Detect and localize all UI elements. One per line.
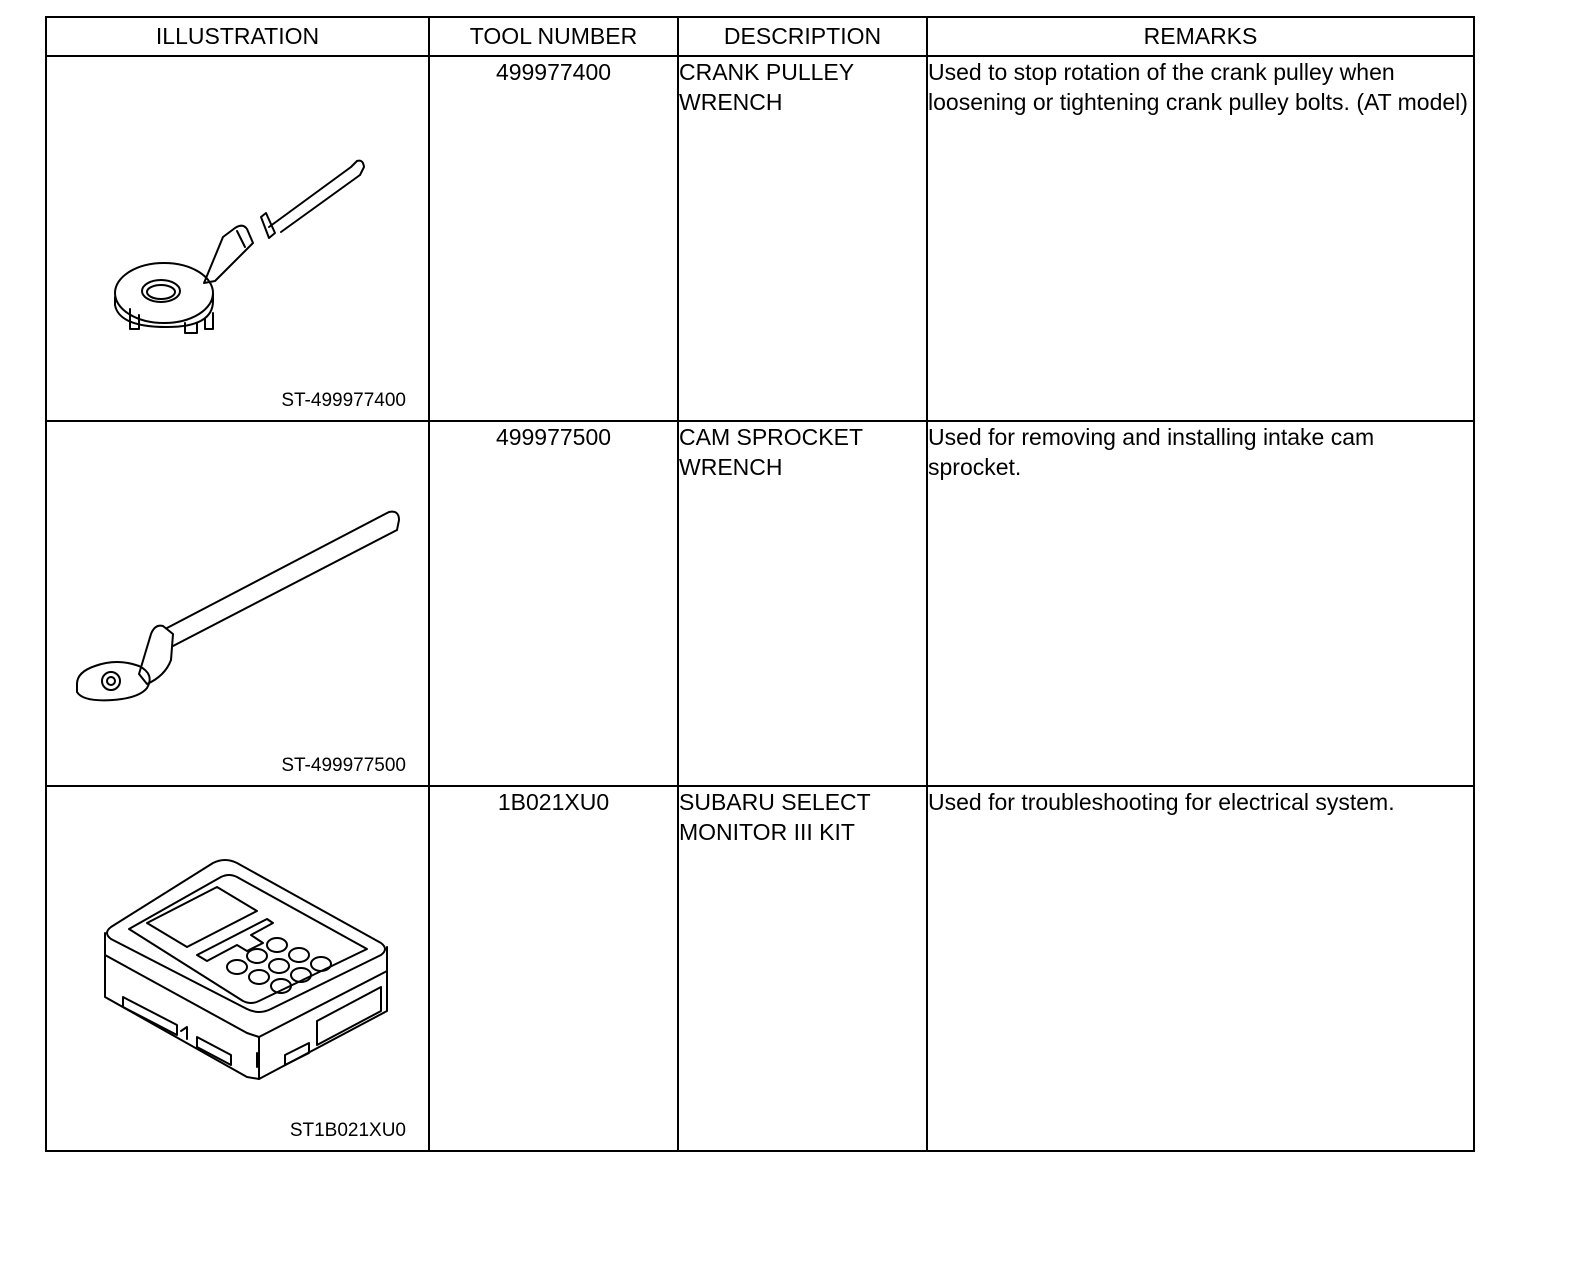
remarks-cell: Used to stop rotation of the crank pulley when loosening or tightening crank pulley bolts. (AT model) <box>927 56 1474 421</box>
select-monitor-kit-icon <box>47 787 428 1150</box>
illustration-cell <box>46 56 429 421</box>
illustration-code: ST-499977400 <box>281 390 406 411</box>
description-cell: SUBARU SELECT MONITOR III KIT <box>678 786 927 1151</box>
tool-number-cell: 499977500 <box>429 421 678 786</box>
header-remarks: REMARKS <box>927 17 1474 56</box>
remarks-cell: Used for troubleshooting for electrical system. <box>927 786 1474 1151</box>
cam-sprocket-wrench-icon <box>47 422 428 785</box>
description-cell: CRANK PULLEY WRENCH <box>678 56 927 421</box>
tool-number-cell: 1B021XU0 <box>429 786 678 1151</box>
table-row <box>46 56 1474 421</box>
crank-pulley-wrench-icon <box>47 57 428 420</box>
illustration-code: ST1B021XU0 <box>289 1120 406 1141</box>
illustration-cell <box>46 786 429 1151</box>
special-tools-table <box>45 16 1475 1152</box>
header-illustration: ILLUSTRATION <box>46 17 429 56</box>
header-row <box>46 17 1474 56</box>
illustration-code: ST-499977500 <box>281 755 406 776</box>
header-description: DESCRIPTION <box>678 17 927 56</box>
description-cell: CAM SPROCKET WRENCH <box>678 421 927 786</box>
header-tool-number: TOOL NUMBER <box>429 17 678 56</box>
table-row <box>46 786 1474 1151</box>
table-row <box>46 421 1474 786</box>
illustration-cell <box>46 421 429 786</box>
remarks-cell: Used for removing and installing intake cam sprocket. <box>927 421 1474 786</box>
tool-number-cell: 499977400 <box>429 56 678 421</box>
